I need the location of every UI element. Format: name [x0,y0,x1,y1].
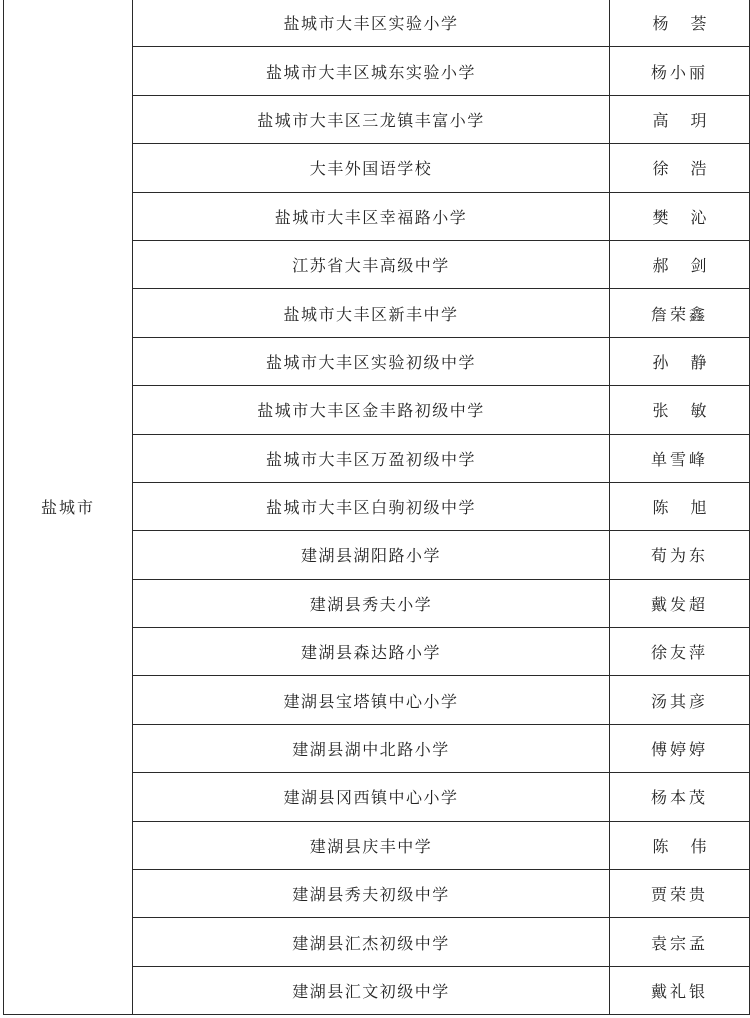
person-cell [610,386,750,434]
person-cell [610,676,750,724]
person-name: 袁宗孟 [650,933,708,953]
person-cell [610,47,750,95]
person-cell [610,240,750,288]
school-cell: 盐城市大丰区城东实验小学 [133,47,610,95]
person-name: 孙静 [652,352,729,372]
person-cell [610,289,750,337]
school-cell: 建湖县秀夫小学 [133,579,610,627]
table-row [4,0,750,47]
school-cell: 建湖县秀夫初级中学 [133,870,610,918]
person-name: 汤其彦 [650,691,708,711]
person-name: 樊沁 [652,207,729,227]
school-cell: 盐城市大丰区实验小学 [133,0,610,47]
school-cell: 建湖县庆丰中学 [133,821,610,869]
person-name: 高玥 [652,110,729,130]
person-name: 郝剑 [652,256,729,276]
person-cell [610,144,750,192]
person-name: 徐浩 [652,159,729,179]
school-cell: 盐城市大丰区实验初级中学 [133,337,610,385]
person-name: 陈伟 [652,836,729,856]
person-cell [610,0,750,47]
school-cell: 盐城市大丰区金丰路初级中学 [133,386,610,434]
person-cell [610,821,750,869]
person-name: 詹荣鑫 [650,304,708,324]
person-name: 杨荟 [652,14,729,34]
person-cell [610,434,750,482]
person-name: 戴发超 [650,594,708,614]
school-cell: 盐城市大丰区白驹初级中学 [133,482,610,530]
roster-table [3,0,750,1015]
person-name: 陈旭 [652,498,729,518]
person-cell [610,95,750,143]
person-cell [610,337,750,385]
person-name: 徐友萍 [650,643,708,663]
school-cell: 盐城市大丰区万盈初级中学 [133,434,610,482]
school-cell: 江苏省大丰高级中学 [133,240,610,288]
person-cell [610,966,750,1014]
person-name: 单雪峰 [650,449,708,469]
school-cell: 建湖县湖中北路小学 [133,724,610,772]
person-name: 荀为东 [650,546,708,566]
school-cell: 盐城市大丰区新丰中学 [133,289,610,337]
person-cell [610,482,750,530]
person-cell [610,918,750,966]
school-cell: 建湖县汇文初级中学 [133,966,610,1014]
person-cell [610,579,750,627]
person-name: 张敏 [652,401,729,421]
roster-table-body [4,0,750,1015]
school-cell: 建湖县汇杰初级中学 [133,918,610,966]
school-cell: 盐城市大丰区幸福路小学 [133,192,610,240]
person-cell [610,628,750,676]
person-cell [610,870,750,918]
city-cell: 盐城市 [4,0,133,1015]
person-name: 戴礼银 [650,982,708,1001]
school-cell: 建湖县冈西镇中心小学 [133,773,610,821]
school-cell: 建湖县湖阳路小学 [133,531,610,579]
person-cell [610,531,750,579]
school-cell: 大丰外国语学校 [133,144,610,192]
school-cell: 建湖县宝塔镇中心小学 [133,676,610,724]
school-cell: 盐城市大丰区三龙镇丰富小学 [133,95,610,143]
person-cell [610,773,750,821]
school-cell: 建湖县森达路小学 [133,628,610,676]
person-name: 杨本茂 [650,788,708,808]
person-cell [610,192,750,240]
person-cell [610,724,750,772]
person-name: 傅婷婷 [650,740,708,760]
person-name: 杨小丽 [650,62,708,82]
person-name: 贾荣贵 [650,885,708,905]
